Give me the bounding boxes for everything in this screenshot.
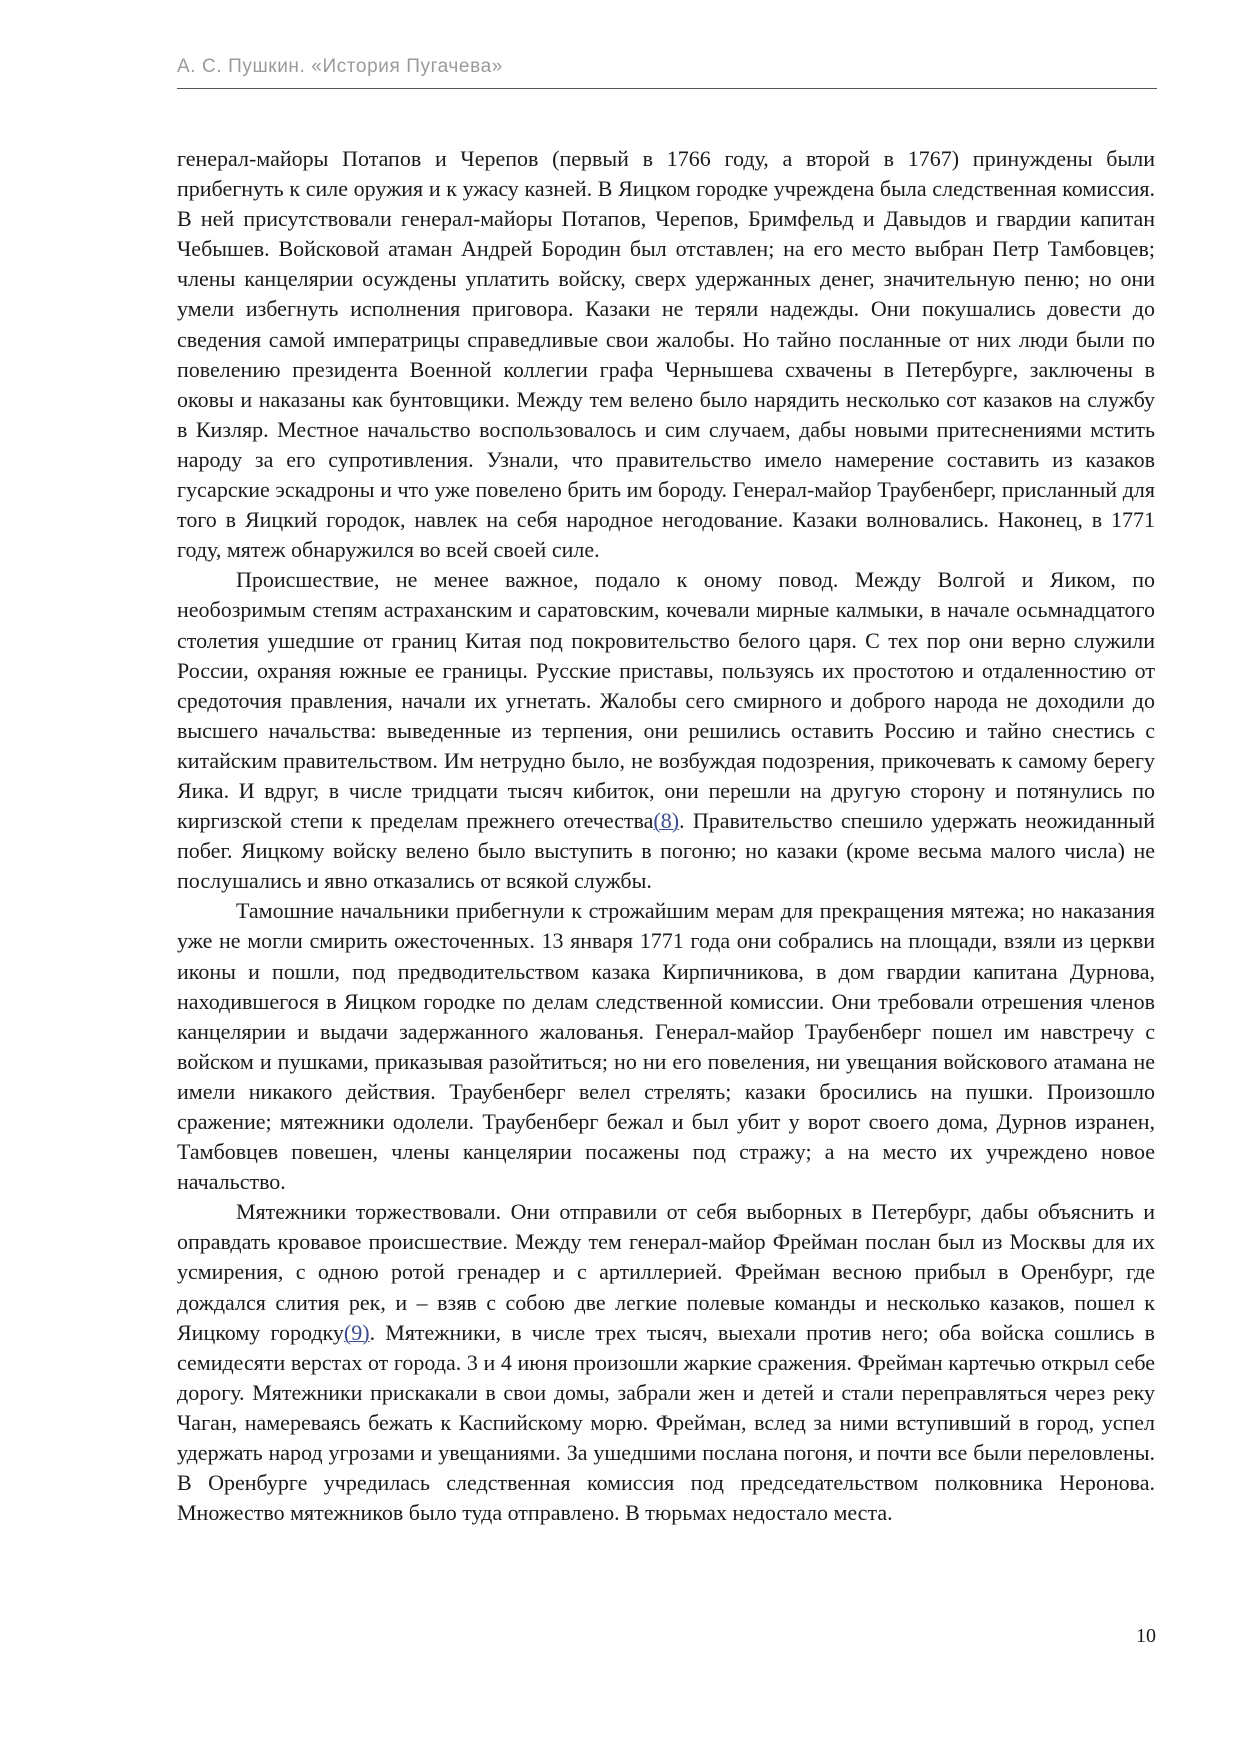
paragraph-2-text-after: . Правительство спешило удержать неожиданный побег. Яицкому войску велено было выступить в погоню; но казаки (кроме весьма малого числа) не послушались и явно отказались от всякой службы. [177,808,1155,894]
footnote-link-9[interactable]: (9) [343,1319,370,1345]
paragraph-4 [177,1197,1155,1528]
paragraph-1: генерал-майоры Потапов и Черепов (первый в 1766 году, а второй в 1767) принуждены были прибегнуть к силе оружия и к ужасу казней. В Яицком городке учреждена была следственная комиссия. В ней присутствовали генерал-майоры Потапов, Черепов, Бримфельд и Давыдов и гвардии капитан Чебышев. Войсковой атаман Андрей Бородин был отставлен; на его место выбран Петр Тамбовцев; члены канцелярии осуждены уплатить войску, сверх удержанных денег, значительную пеню; но они умели избегнуть исполнения приговора. Казаки не теряли надежды. Они покушались довести до сведения самой императрицы справедливые свои жалобы. Но тайно посланные от них люди были по повелению президента Военной коллегии графа Чернышева схвачены в Петербурге, заключены в оковы и наказаны как бунтовщики. Между тем велено было нарядить несколько сот казаков на службу в Кизляр. Местное начальство воспользовалось и сим случаем, дабы новыми притеснениями мстить народу за его супротивления. Узнали, что правительство имело намерение составить из казаков гусарские эскадроны и что уже повелено брить им бороду. Генерал-майор Траубенберг, присланный для того в Яицкий городок, навлек на себя народное негодование. Казаки волновались. Наконец, в 1771 году, мятеж обнаружился во всей своей силе. [177,146,1155,563]
running-header: А. С. Пушкин. «История Пугачева» [177,56,503,77]
page-number: 10 [1136,1625,1156,1647]
paragraph-3: Тамошние начальники прибегнули к строжайшим мерам для прекращения мятежа; но наказания уже не могли смирить ожесточенных. 13 января 1771 года они собрались на площади, взяли из церкви иконы и пошли, под предводительством казака Кирпичникова, в дом гвардии капитана Дурнова, находившегося в Яицком городке по делам следственной комиссии. Они требовали отрешения членов канцелярии и выдачи задержанного жалованья. Генерал-майор Траубенберг пошел им навстречу с войском и пушками, приказывая разойтиться; но ни его повеления, ни увещания войскового атамана не имели никакого действия. Траубенберг велел стрелять; казаки бросились на пушки. Произошло сражение; мятежники одолели. Траубенберг бежал и был убит у ворот своего дома, Дурнов изранен, Тамбовцев повешен, члены канцелярии посажены под стражу; а на место их учреждено новое начальство. [177,898,1155,1195]
paragraph-2-text-before: Происшествие, не менее важное, подало к оному повод. Между Волгой и Яиком, по необозримым степям астраханским и саратовским, кочевали мирные калмыки, в начале осьмнадцатого столетия ушедшие от границ Китая под покровительство белого царя. С тех пор они верно служили России, охраняя южные ее границы. Русские приставы, пользуясь их простотою и отдаленностию от средоточия правления, начали их угнетать. Жалобы сего смирного и доброго народа не доходили до высшего начальства: выведенные из терпения, они решились оставить Россию и тайно снестись с китайским правительством. Им нетрудно было, не возбуждая подозрения, прикочевать к самому берегу Яика. И вдруг, в числе тридцати тысяч кибиток, они перешли на другую сторону и потянулись по киргизской степи к пределам прежнего отечества [177,567,1155,834]
body-text [177,144,1155,1528]
paragraph-2 [177,565,1155,896]
footnote-link-8[interactable]: (8) [653,808,680,834]
paragraph-4-text-after: . Мятежники, в числе трех тысяч, выехали против него; оба войска сошлись в семидесяти верстах от города. 3 и 4 июня произошли жаркие сражения. Фрейман картечью открыл себе дорогу. Мятежники прискакали в свои домы, забрали жен и детей и стали переправляться через реку Чаган, намереваясь бежать к Каспийскому морю. Фрейман, вслед за ними вступивший в город, успел удержать народ угрозами и увещаниями. За ушедшими послана погоня, и почти все были переловлены. В Оренбурге учредилась следственная комиссия под председательством полковника Неронова. Множество мятежников было туда отправлено. В тюрьмах недостало места. [177,1319,1155,1526]
header-divider [177,88,1157,89]
paragraph-4-text-before: Мятежники торжествовали. Они отправили от себя выборных в Петербург, дабы объяснить и оправдать кровавое происшествие. Между тем генерал-майор Фрейман послан был из Москвы для их усмирения, с одною ротой гренадер и с артиллерией. Фрейман весною прибыл в Оренбург, где дождался слития рек, и – взяв с собою две легкие полевые команды и несколько казаков, пошел к Яицкому городку [177,1199,1155,1345]
